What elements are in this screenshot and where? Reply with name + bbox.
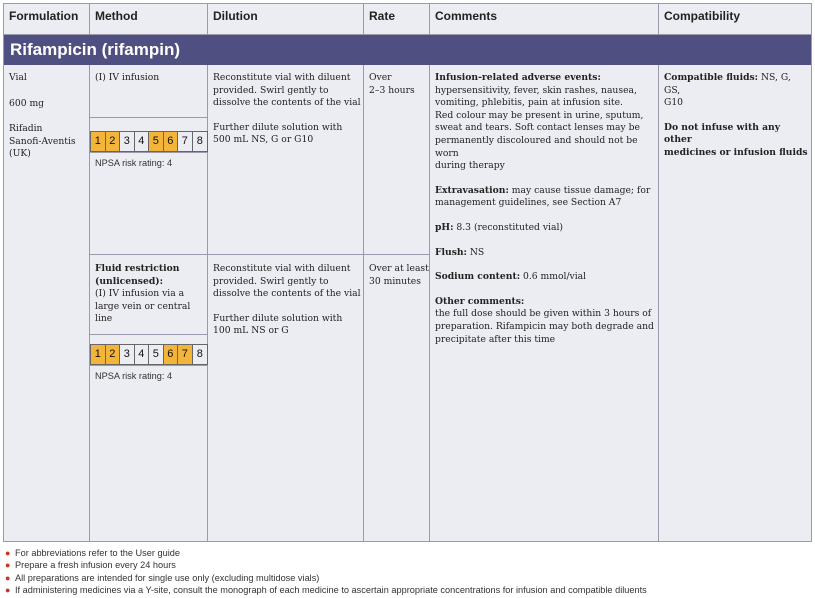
footnotes [5,547,647,597]
header-method: Method [90,4,208,35]
dilution-line: Further dilute solution with [213,312,343,324]
npsa-rating-cell: 4 [135,132,150,151]
drug-title: Rifampicin (rifampin) [4,35,811,65]
method-unlicensed: (unlicensed): [95,275,163,287]
npsa-rating-cell: 8 [196,348,203,360]
compatibility-column [659,65,811,541]
rate-line: 30 minutes [369,275,421,287]
footnote-item [5,584,647,596]
comment-line: sweat and tears. Soft contact lenses may be [435,122,640,134]
header-compatibility: Compatibility [659,4,811,35]
dilution-column [208,65,364,541]
extravasation-text: may cause tissue damage; for [508,184,651,196]
dilution-line: provided. Swirl gently to [213,275,329,287]
npsa-rating-scale [90,344,208,365]
dilution-line: dissolve the contents of the vial [213,288,361,300]
method-line: (I) IV infusion via a [95,288,185,300]
npsa-rating-cell: 8 [196,135,203,147]
formulation-type: Vial [9,72,27,83]
extravasation-title: Extravasation: [435,184,509,196]
npsa-rating-cell: 2 [106,345,121,364]
npsa-rating-label: NPSA risk rating: 4 [95,371,173,381]
header-rate: Rate [364,4,430,35]
header-dilution: Dilution [208,4,364,35]
bullet-icon: ● [5,548,11,558]
footnote-item [5,559,647,571]
npsa-rating-cell: 2 [106,132,121,151]
comment-line: vomiting, phlebitis, pain at infusion site. [435,97,623,109]
formulation-manufacturer: Sanofi-Aventis [9,135,76,147]
compatibility-warning: medicines or infusion fluids [664,146,808,158]
npsa-rating-cell: 5 [149,132,164,151]
footnote-text: Prepare a fresh infusion every 24 hours [15,560,176,571]
ph-label: pH: [435,221,454,233]
footnote-item [5,572,647,584]
header-comments: Comments [430,4,659,35]
dilution-line: dissolve the contents of the vial [213,97,361,109]
header-formulation: Formulation [4,4,90,35]
ph-value: 8.3 (reconstituted vial) [453,221,563,233]
footnote-text: For abbreviations refer to the User guide [15,548,180,558]
formulation-country: (UK) [9,148,31,160]
method-fluid-restriction: Fluid restriction [95,263,180,274]
dilution-line: provided. Swirl gently to [213,84,329,96]
npsa-rating-cell: 1 [91,345,106,364]
formulation-brand: Rifadin [9,123,43,135]
comment-line: during therapy [435,160,505,172]
footnote-text: If administering medicines via a Y-site, consult the monograph of each medicine to ascertain appropriate concentrations for infusion and compatible diluents [15,585,647,596]
sodium-label: Sodium content: [435,271,521,283]
compatible-fluids-label: Compatible fluids: [664,72,759,83]
comment-line: Red colour may be present in urine, sputum, [435,109,644,121]
npsa-rating-cell: 7 [178,345,193,364]
compatibility-warning: Do not infuse with any other [664,121,781,146]
dilution-line: Reconstitute vial with diluent [213,263,351,274]
rate-line: Over at least [369,263,429,274]
bullet-icon: ● [5,572,11,583]
comment-line: preparation. Rifampicin may both degrade and [435,320,654,332]
npsa-rating-scale [90,131,208,152]
monograph-table [3,3,812,542]
formulation-strength: 600 mg [9,97,45,109]
npsa-rating-label: NPSA risk rating: 4 [95,158,173,168]
bullet-icon: ● [5,585,11,596]
comment-line: hypersensitivity, fever, skin rashes, nausea, [435,84,637,96]
footnote-text: All preparations are intended for single use only (excluding multidose vials) [15,572,320,583]
adverse-events-title: Infusion-related adverse events: [435,72,601,83]
comment-line: permanently discoloured and should not be worn [435,134,638,159]
comment-line: management guidelines, see Section A7 [435,197,622,209]
dilution-line: Reconstitute vial with diluent [213,72,351,83]
footnote-item [5,547,647,559]
bullet-icon: ● [5,560,11,571]
rate-line: Over [369,72,392,83]
compatible-fluids-value2: G10 [664,97,684,109]
method-column [90,65,208,541]
npsa-rating-cell: 3 [120,132,135,151]
dilution-line: 100 mL NS or G [213,325,289,337]
npsa-rating-cell: 4 [135,345,150,364]
method-line: large vein or central [95,300,191,312]
comment-line: precipitate after this time [435,333,556,345]
flush-value: NS [466,246,485,258]
method-line: line [95,313,113,325]
rate-column [364,65,430,541]
dilution-line: 500 mL NS, G or G10 [213,134,314,146]
npsa-rating-cell: 7 [178,132,193,151]
compatible-fluids-value: NS, G, GS, [664,72,791,96]
flush-label: Flush: [435,246,467,258]
npsa-rating-cell: 1 [91,132,106,151]
formulation-column [4,65,90,541]
comment-line: the full dose should be given within 3 hours of [435,308,652,320]
dilution-line: Further dilute solution with [213,121,343,133]
comments-column [430,65,659,541]
rate-line: 2–3 hours [369,84,415,96]
npsa-rating-cell: 5 [149,345,164,364]
npsa-rating-cell: 6 [164,345,179,364]
method-line: (I) IV infusion [95,72,160,83]
npsa-rating-cell: 3 [120,345,135,364]
other-comments-title: Other comments: [435,295,525,307]
npsa-rating-cell: 6 [164,132,179,151]
sodium-value: 0.6 mmol/vial [520,271,587,283]
